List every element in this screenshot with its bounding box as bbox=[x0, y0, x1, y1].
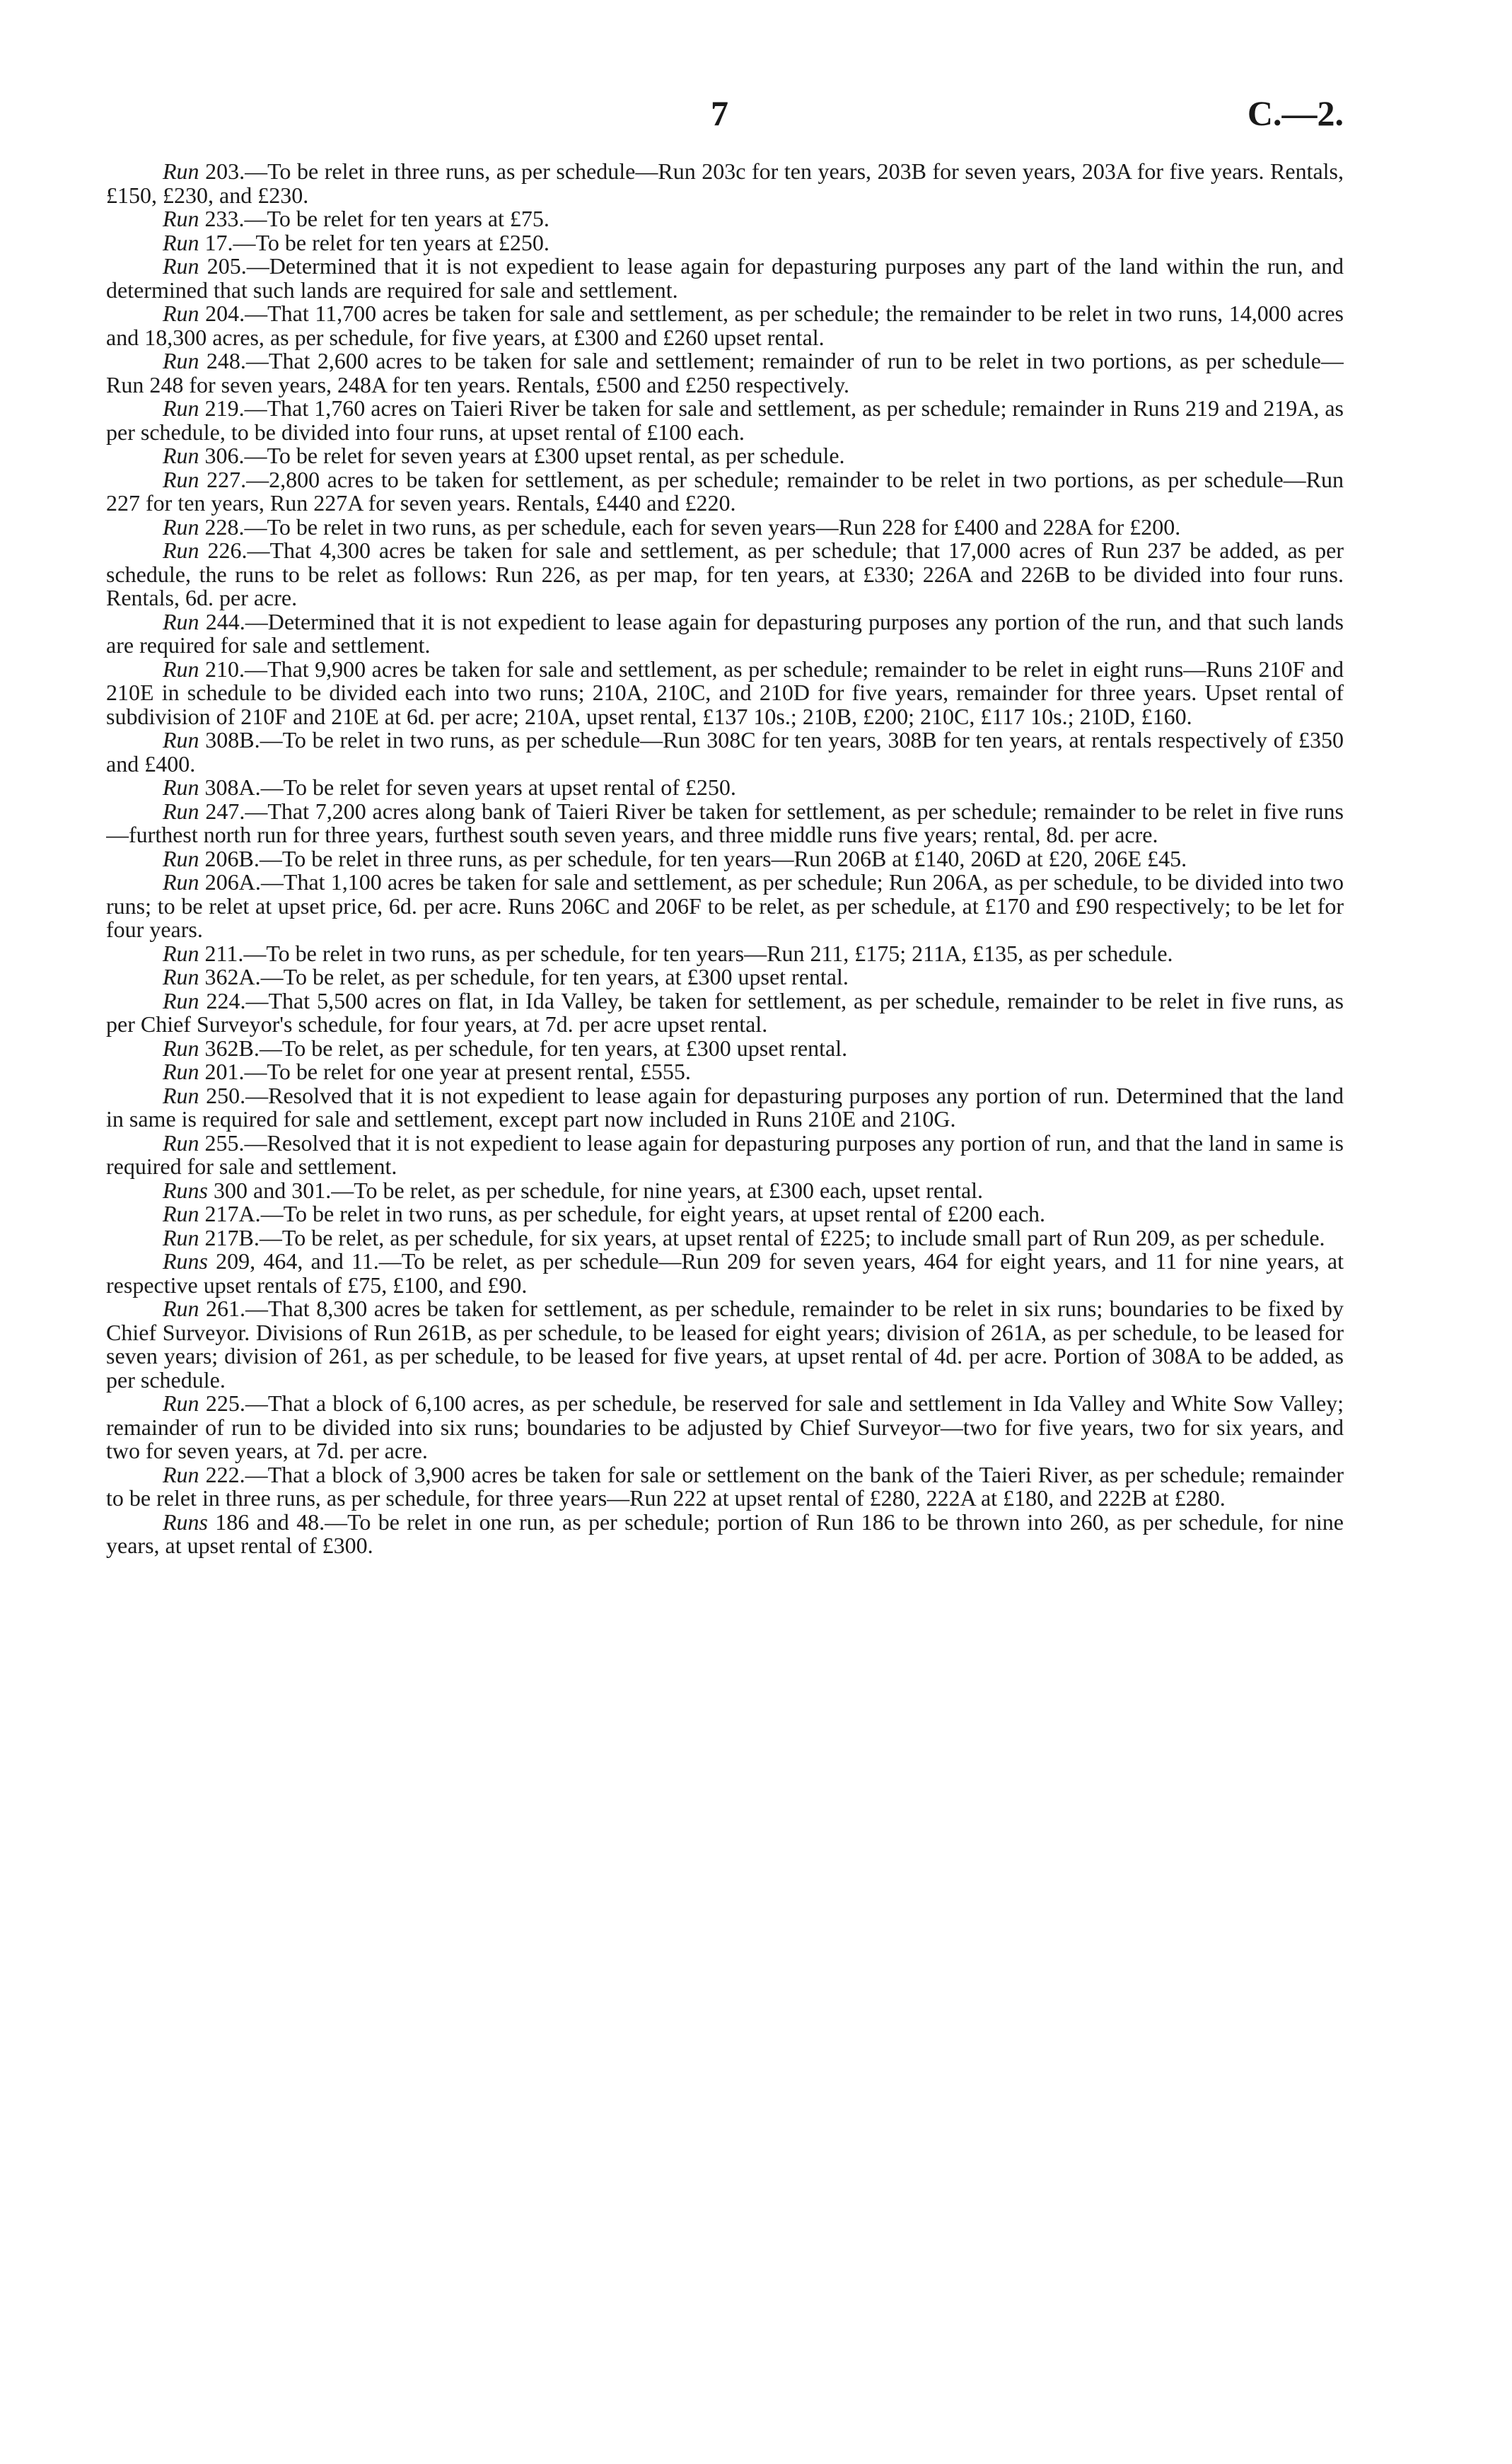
run-entry-text: 255.—Resolved that it is not expedient to lease again for depasturing purposes any portion of run, and that the land in same is required for sale and settlement. bbox=[106, 1129, 1344, 1179]
document-page bbox=[106, 92, 1344, 2426]
run-entry-text: 209, 464, and 11.—To be relet, as per schedule—Run 209 for seven years, 464 for eight years, and 11 for nine years, at respective upset rentals of £75, £100, and £90. bbox=[106, 1248, 1344, 1298]
run-entry bbox=[106, 1226, 1344, 1250]
run-entry bbox=[106, 1037, 1344, 1061]
run-entry bbox=[106, 397, 1344, 444]
run-entry-lead: Run bbox=[163, 229, 199, 255]
run-entry bbox=[106, 1511, 1344, 1558]
run-entry-text: 226.—That 4,300 acres be taken for sale and settlement, as per schedule; that 17,000 acres of Run 237 be added, as per schedule, the runs to be relet as follows: Run 226, as per map, for ten years, at £330; 226A and 226B to be divided into four runs. Rentals, 6d. per acre. bbox=[106, 537, 1344, 610]
run-entry-lead: Run bbox=[163, 727, 199, 752]
run-entry bbox=[106, 207, 1344, 231]
run-entry-lead: Run bbox=[163, 466, 199, 492]
run-entry-lead: Run bbox=[163, 513, 199, 540]
run-entry bbox=[106, 349, 1344, 397]
run-entry-lead: Run bbox=[163, 774, 199, 800]
run-entry-text: 261.—That 8,300 acres be taken for settlement, as per schedule, remainder to be relet in six runs; boundaries to be fixed by Chief Surveyor. Divisions of Run 261B, as per schedule, to be leased for eight years; division of 261A, as per schedule, to be leased for seven years; division of 261, as per schedule, to be leased for five years, at upset rental of 4d. per acre. Portion of 308A to be added, as per schedule. bbox=[106, 1296, 1344, 1393]
run-entry-text: 222.—That a block of 3,900 acres be taken for sale or settlement on the bank of the Taieri River, as per schedule; remainder to be relet in three runs, as per schedule, for three years—Run 222 at upset rental of £280, 222A at £180, and 222B at £280. bbox=[106, 1461, 1344, 1511]
run-entry bbox=[106, 231, 1344, 255]
run-entry bbox=[106, 1250, 1344, 1297]
run-entry-text: 206B.—To be relet in three runs, as per schedule, for ten years—Run 206B at £140, 206D at £20, 206E £45. bbox=[199, 845, 1187, 871]
run-entry-lead: Run bbox=[163, 845, 199, 871]
document-code: C.—2. bbox=[1247, 93, 1344, 133]
run-entry-lead: Run bbox=[163, 869, 199, 895]
run-entry-lead: Run bbox=[163, 537, 199, 563]
run-entry-lead: Run bbox=[163, 1224, 199, 1250]
run-entry-lead: Run bbox=[163, 1296, 199, 1321]
run-entry-lead: Run bbox=[163, 1035, 199, 1061]
run-entry bbox=[106, 776, 1344, 800]
run-entry bbox=[106, 160, 1344, 207]
run-entry-lead: Run bbox=[163, 1201, 199, 1226]
run-entry bbox=[106, 847, 1344, 871]
run-entry-text: 210.—That 9,900 acres be taken for sale and settlement, as per schedule; remainder to be relet in eight runs—Runs 210F and 210E in schedule to be divided each into two runs; 210A, 210C, and 210D for five years, remainder for three years. Upset rental of subdivision of 210F and 210E at 6d. per acre; 210A, upset rental, £137 10s.; 210B, £200; 210C, £117 10s.; 210D, £160. bbox=[106, 656, 1344, 729]
run-entry bbox=[106, 1202, 1344, 1226]
run-entry bbox=[106, 539, 1344, 610]
run-entry-lead: Run bbox=[163, 1059, 199, 1084]
run-entry bbox=[106, 1179, 1344, 1203]
run-entry-text: 224.—That 5,500 acres on flat, in Ida Valley, be taken for settlement, as per schedule, remainder to be relet in five runs, as per Chief Surveyor's schedule, for four years, at 7d. per acre upset rental. bbox=[106, 987, 1344, 1037]
run-entry-lead: Run bbox=[163, 348, 199, 373]
run-entry-text: 228.—To be relet in two runs, as per schedule, each for seven years—Run 228 for £400 and 228A for £200. bbox=[199, 513, 1181, 540]
run-entry bbox=[106, 444, 1344, 468]
page-number: 7 bbox=[711, 93, 728, 133]
run-entry-text: 362B.—To be relet, as per schedule, for ten years, at £300 upset rental. bbox=[199, 1035, 848, 1061]
run-entry-text: 227.—2,800 acres to be taken for settlement, as per schedule; remainder to be relet in two portions, as per schedule—Run 227 for ten years, Run 227A for seven years. Rentals, £440 and £220. bbox=[106, 466, 1344, 516]
run-entry bbox=[106, 871, 1344, 942]
run-entry-text: 308B.—To be relet in two runs, as per schedule—Run 308C for ten years, 308B for ten years, at rentals respectively of £350 and £400. bbox=[106, 727, 1344, 777]
run-entry-lead: Run bbox=[163, 395, 199, 421]
run-entry bbox=[106, 1392, 1344, 1463]
run-entry-lead: Run bbox=[163, 1082, 199, 1108]
entries-list bbox=[106, 160, 1344, 1558]
run-entry-lead: Run bbox=[163, 253, 199, 279]
run-entry-lead: Run bbox=[163, 940, 199, 966]
run-entry-text: 201.—To be relet for one year at present rental, £555. bbox=[199, 1059, 691, 1084]
run-entry-text: 244.—Determined that it is not expedient to lease again for depasturing purposes any portion of the run, and that such lands are required for sale and settlement. bbox=[106, 608, 1344, 658]
run-entry-text: 17.—To be relet for ten years at £250. bbox=[199, 229, 549, 255]
run-entry-lead: Run bbox=[163, 964, 199, 989]
run-entry-text: 211.—To be relet in two runs, as per schedule, for ten years—Run 211, £175; 211A, £135, as per schedule. bbox=[199, 940, 1173, 966]
run-entry bbox=[106, 658, 1344, 729]
run-entry-lead: Run bbox=[163, 798, 199, 824]
run-entry bbox=[106, 1129, 1344, 1179]
run-entry-text: 248.—That 2,600 acres to be taken for sale and settlement; remainder of run to be relet in two portions, as per schedule—Run 248 for seven years, 248A for ten years. Rentals, £500 and £250 respectively. bbox=[106, 348, 1344, 397]
run-entry bbox=[106, 468, 1344, 516]
run-entry bbox=[106, 1060, 1344, 1084]
run-entry-text: 217A.—To be relet in two runs, as per schedule, for eight years, at upset rental of £200 each. bbox=[199, 1201, 1046, 1226]
run-entry-text: 204.—That 11,700 acres be taken for sale and settlement, as per schedule; the remainder to be relet in two runs, 14,000 acres and 18,300 acres, as per schedule, for five years, at £300 and £260 upset rental. bbox=[106, 301, 1344, 350]
run-entry-lead: Run bbox=[163, 206, 199, 231]
run-entry-text: 203.—To be relet in three runs, as per schedule—Run 203c for ten years, 203B for seven years, 203A for five years. Rentals, £150, £230, and £230. bbox=[106, 158, 1344, 208]
run-entry bbox=[106, 800, 1344, 847]
run-entry-lead: Run bbox=[163, 656, 199, 682]
run-entry-lead: Runs bbox=[163, 1177, 208, 1203]
run-entry-text: 250.—Resolved that it is not expedient to lease again for depasturing purposes any portion of run. Determined that the land in same is required for sale and settlement, except part now included in Runs 210E and 210G. bbox=[106, 1082, 1344, 1132]
run-entry-lead: Run bbox=[163, 608, 199, 634]
run-entry bbox=[106, 942, 1344, 966]
run-entry-text: 219.—That 1,760 acres on Taieri River be taken for sale and settlement, as per schedule; remainder in Runs 219 and 219A, as per schedule, to be divided into four runs, at upset rental of £100 each. bbox=[106, 395, 1344, 445]
run-entry bbox=[106, 1297, 1344, 1392]
run-entry-text: 308A.—To be relet for seven years at upset rental of £250. bbox=[199, 774, 736, 800]
run-entry bbox=[106, 965, 1344, 989]
run-entry-lead: Runs bbox=[163, 1248, 208, 1274]
run-entry-text: 205.—Determined that it is not expedient to lease again for depasturing purposes any part of the land within the run, and determined that such lands are required for sale and settlement. bbox=[106, 253, 1344, 303]
run-entry bbox=[106, 513, 1344, 540]
run-entry-text: 306.—To be relet for seven years at £300 upset rental, as per schedule. bbox=[199, 443, 845, 468]
page-header bbox=[106, 92, 1344, 149]
run-entry bbox=[106, 728, 1344, 776]
run-entry-lead: Runs bbox=[163, 1509, 208, 1535]
run-entry-lead: Run bbox=[163, 1461, 199, 1487]
run-entry-lead: Run bbox=[163, 987, 199, 1013]
run-entry bbox=[106, 1463, 1344, 1511]
run-entry bbox=[106, 610, 1344, 658]
run-entry bbox=[106, 255, 1344, 302]
run-entry-text: 217B.—To be relet, as per schedule, for six years, at upset rental of £225; to include small part of Run 209, as per schedule. bbox=[199, 1224, 1325, 1250]
run-entry-lead: Run bbox=[163, 158, 199, 184]
run-entry-text: 206A.—That 1,100 acres be taken for sale and settlement, as per schedule; Run 206A, as per schedule, to be divided into two runs; to be relet at upset price, 6d. per acre. Runs 206C and 206F to be relet, as per schedule, at £170 and £90 respectively; to be let for four years. bbox=[106, 869, 1344, 942]
run-entry-text: 247.—That 7,200 acres along bank of Taieri River be taken for settlement, as per schedule; remainder to be relet in five runs—furthest north run for three years, furthest south seven years, and three middle runs five years; rental, 8d. per acre. bbox=[106, 798, 1344, 847]
run-entry-lead: Run bbox=[163, 443, 199, 468]
run-entry-text: 186 and 48.—To be relet in one run, as per schedule; portion of Run 186 to be thrown into 260, as per schedule, for nine years, at upset rental of £300. bbox=[106, 1509, 1344, 1558]
run-entry bbox=[106, 989, 1344, 1037]
run-entry-lead: Run bbox=[163, 1129, 199, 1156]
run-entry-text: 225.—That a block of 6,100 acres, as per schedule, be reserved for sale and settlement in Ida Valley and White Sow Valley; remainder of run to be divided into six runs; boundaries to be adjusted by Chief Surveyor—two for five years, two for six years, and two for seven years, at 7d. per acre. bbox=[106, 1390, 1344, 1463]
run-entry-lead: Run bbox=[163, 1390, 199, 1416]
run-entry-text: 300 and 301.—To be relet, as per schedule, for nine years, at £300 each, upset rental. bbox=[208, 1177, 984, 1203]
run-entry bbox=[106, 1084, 1344, 1132]
run-entry-text: 233.—To be relet for ten years at £75. bbox=[199, 206, 549, 231]
run-entry bbox=[106, 302, 1344, 349]
run-entry-lead: Run bbox=[163, 301, 199, 326]
run-entry-text: 362A.—To be relet, as per schedule, for ten years, at £300 upset rental. bbox=[199, 964, 849, 989]
